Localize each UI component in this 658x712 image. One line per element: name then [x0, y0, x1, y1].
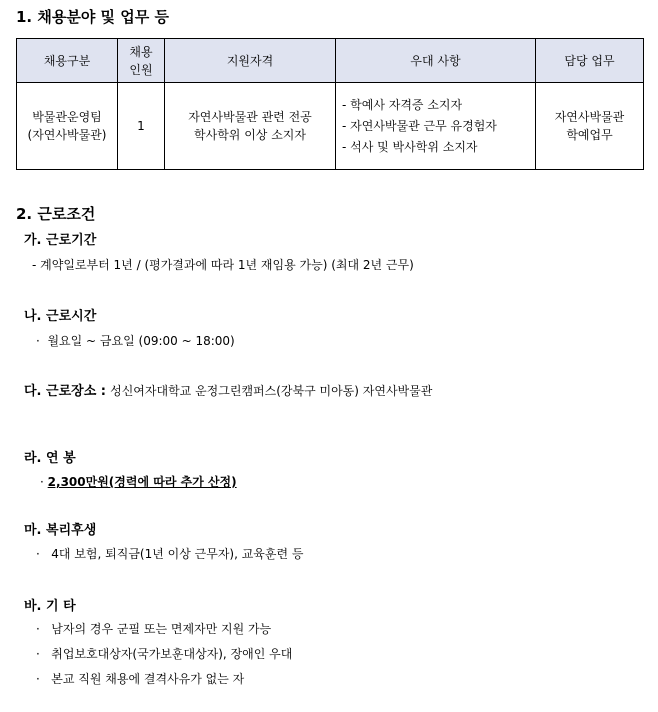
section2-title: 2. 근로조건: [16, 205, 96, 223]
bullet: ·: [36, 672, 40, 686]
period-line: [32, 256, 414, 273]
cell-count: 1: [118, 83, 165, 170]
cell-duty: 자연사박물관 학예업무: [536, 83, 644, 170]
bullet: ·: [36, 334, 40, 348]
cell-category: 박물관운영팀 (자연사박물관): [17, 83, 118, 170]
place-title: 다. 근로장소 :: [24, 384, 106, 399]
header-preference: 우대 사항: [336, 39, 536, 83]
table-header-row: [17, 39, 644, 83]
place-line: [24, 380, 432, 399]
list-item: · 남자의 경우 군필 또는 면제자만 지원 가능: [36, 622, 272, 636]
hours-line: [36, 332, 235, 349]
period-title: 가. 근로기간: [24, 233, 97, 248]
place-text: 성신여자대학교 운정그린캠퍼스(강북구 미아동) 자연사박물관: [110, 384, 433, 398]
list-item: · 본교 직원 채용에 결격사유가 없는 자: [36, 672, 245, 686]
hours-title: 나. 근로시간: [24, 309, 97, 324]
bullet: ·: [36, 547, 40, 561]
welfare-text: 4대 보험, 퇴직금(1년 이상 근무자), 교육훈련 등: [51, 547, 304, 561]
period-text: 계약일로부터 1년 / (평가결과에 따라 1년 재임용 가능) (최대 2년 근무): [40, 258, 414, 272]
list-item: · 취업보호대상자(국가보훈대상자), 장애인 우대: [36, 647, 293, 661]
welfare-line: [36, 545, 304, 562]
section1-title: 1. 채용분야 및 업무 등: [16, 8, 169, 26]
recruitment-table: [16, 38, 644, 170]
salary-title: 라. 연 봉: [24, 451, 76, 466]
header-category: 채용구분: [17, 39, 118, 83]
table-row: [17, 83, 644, 170]
salary-text: 2,300만원(경력에 따라 추가 산정): [47, 475, 237, 489]
welfare-title: 마. 복리후생: [24, 523, 97, 538]
salary-line: [40, 473, 237, 490]
header-count: 채용 인원: [118, 39, 165, 83]
bullet: ·: [36, 622, 40, 636]
header-duty: 담당 업무: [536, 39, 644, 83]
header-qualification: 지원자격: [165, 39, 336, 83]
cell-qualification: 자연사박물관 관련 전공 학사학위 이상 소지자: [165, 83, 336, 170]
etc-title: 바. 기 타: [24, 599, 76, 614]
bullet: -: [32, 258, 37, 272]
hours-text: 월요일 ~ 금요일 (09:00 ~ 18:00): [47, 334, 235, 348]
cell-preference: - 학예사 자격증 소지자 - 자연사박물관 근무 유경험자 - 석사 및 박사학위 소지자: [336, 83, 536, 170]
bullet: ·: [40, 475, 44, 489]
bullet: ·: [36, 647, 40, 661]
